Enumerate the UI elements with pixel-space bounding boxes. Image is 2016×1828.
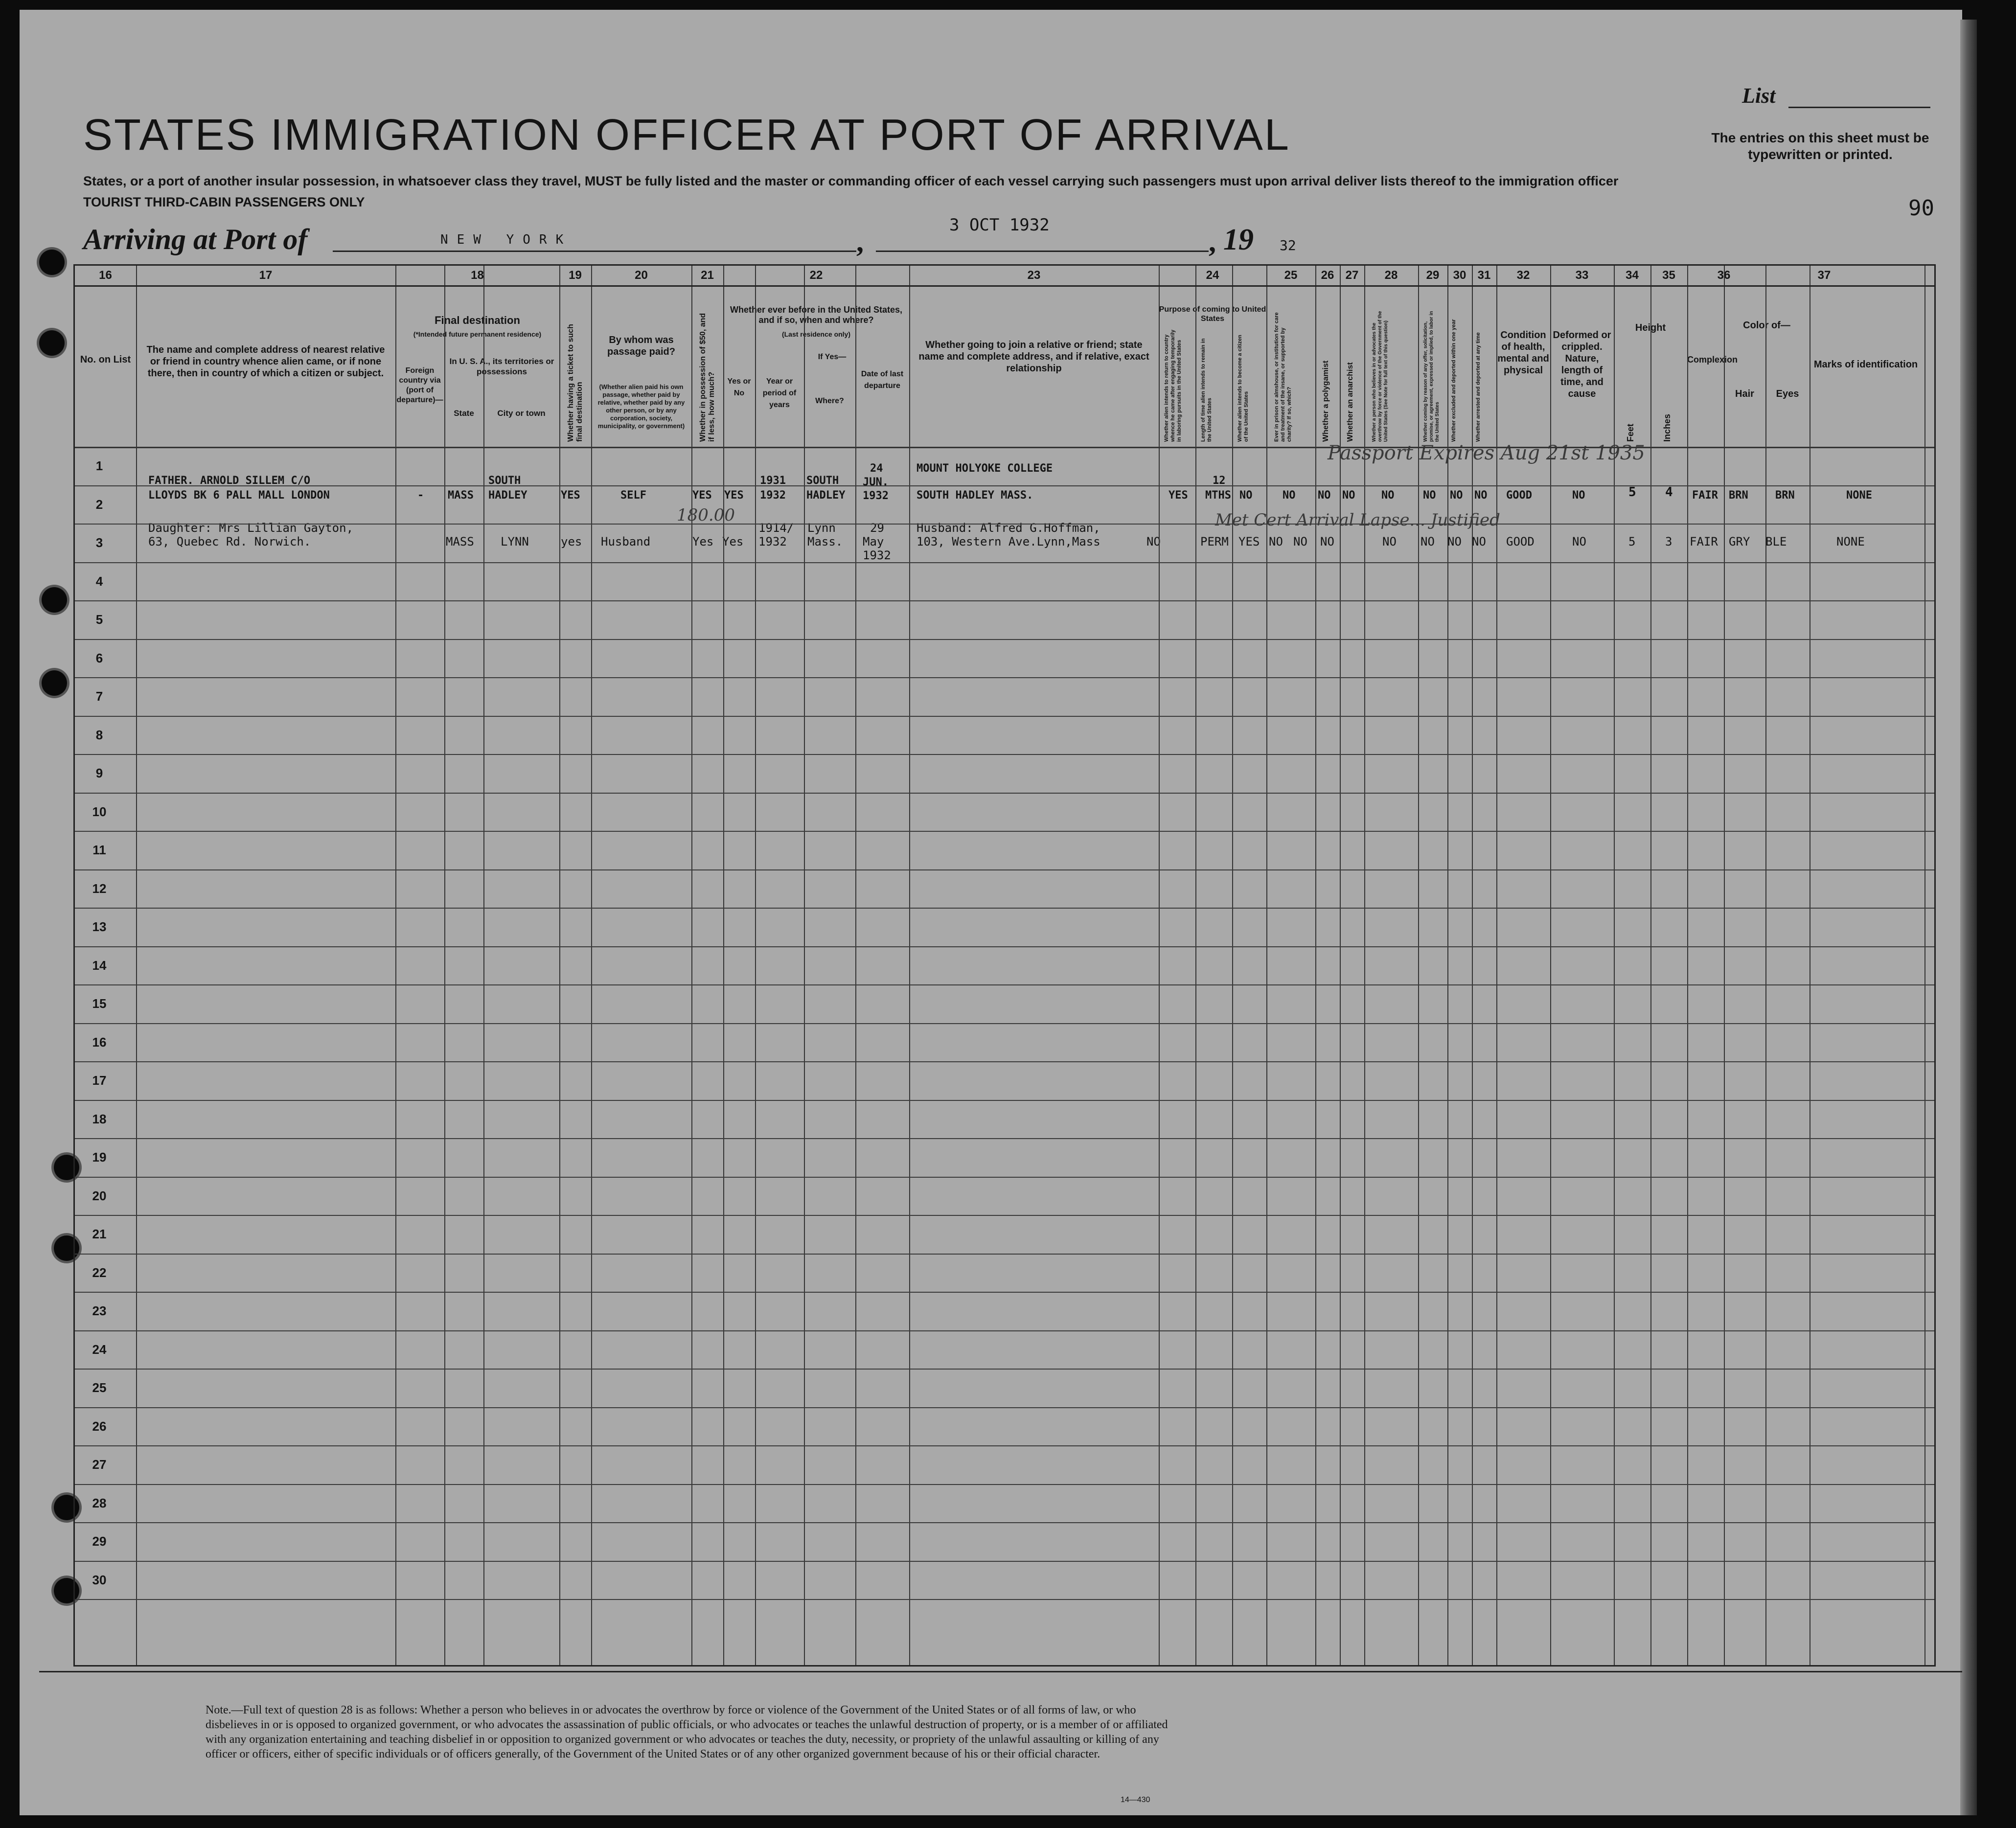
row2-anarchist: NO [1320,535,1334,548]
row2-join-2: 103, Western Ave.Lynn,Mass [916,535,1100,548]
column-rule [1195,266,1196,1665]
col-number: 28 [1384,269,1398,282]
row-rule [75,869,1934,870]
comma-2: , [1209,226,1216,258]
row-rule [75,677,1934,678]
header-foreign-country: Foreign country via (port of departure)— [396,366,443,404]
column-rule [1418,266,1419,1665]
row-number: 14 [92,958,107,973]
page-title: STATES IMMIGRATION OFFICER AT PORT OF ARRIVAL [83,111,1290,160]
header-rule [75,285,1934,287]
col-number: 21 [701,269,714,282]
row1-city: SOUTH [488,475,521,487]
header-city: City or town [497,409,546,418]
row1-citizen: NO [1239,489,1253,502]
header-in-usa: In U. S. A., its territories or possessions [449,357,554,376]
row2-prison: NO [1269,535,1283,548]
header-marks: Marks of identification [1813,359,1918,370]
punch-hole [39,250,65,275]
row-number: 16 [92,1034,107,1050]
row2-where: Lynn [807,521,836,535]
row1-polygamist: NO [1318,489,1331,502]
row1-health: GOOD [1506,489,1532,502]
header-complexion: Complexion [1687,355,1738,365]
header-where: Where? [815,397,844,405]
row-rule [75,716,1934,717]
row-rule [75,1100,1934,1101]
row-rule [75,1330,1934,1331]
grid-bottom-edge [39,1671,1962,1672]
year-prefix: 19 [1223,223,1254,256]
header-prison: Ever in prison or almshouse, or institution for care and treatment of the insane, or supported by charity? If so, which? [1274,312,1292,442]
row-number: 28 [92,1495,107,1510]
header-inches: Inches [1662,413,1672,442]
row1-arrested: NO [1474,489,1488,502]
row1-prison: NO [1283,489,1296,502]
row-number: 4 [95,573,103,589]
row-rule [75,1177,1934,1178]
row-rule [75,984,1934,985]
column-rule [1232,266,1233,1665]
column-rule [1472,266,1473,1665]
row2-paid-by: Husband [601,535,651,548]
column-rule [855,266,856,1665]
manifest-table [73,264,1936,1667]
header-purpose-length: Length of time alien intends to remain in the United States [1200,338,1213,442]
row1-feet: 5 [1628,485,1636,500]
column-rule [1724,266,1725,1665]
port-line [333,251,856,252]
header-overthrow: Whether a person who believes in or advocates the overthrow by force or violence of the Government of the United States (See Note for full text of this question) [1372,311,1389,442]
col-number: 29 [1426,269,1440,282]
column-rule [1447,266,1448,1665]
row2-where-2: Mass. [807,535,843,548]
row2-handwritten-annotation: Met Cert Arrival Lapse... Justified [1215,510,1500,530]
col-number: 31 [1477,269,1491,282]
row1-join: MOUNT HOLYOKE COLLEGE [916,462,1053,475]
row-number: 13 [92,919,107,934]
row-number: 1 [95,458,103,473]
column-rule [136,266,137,1665]
col-number: 18 [471,269,484,282]
column-rule [395,266,396,1665]
header-no-on-list: No. on List [80,354,131,365]
row1-eyes: BRN [1775,489,1795,502]
port-value: NEW YORK [440,232,573,247]
row-number: 10 [92,804,107,819]
header-deformed: Deformed or crippled. Nature, length of time, and cause [1553,330,1611,399]
passenger-class: TOURIST THIRD-CABIN PASSENGERS ONLY [83,195,365,209]
row-rule [75,1215,1934,1216]
header-if-yes: If Yes— [818,353,847,361]
column-rule [1550,266,1551,1665]
row2-marks: NONE [1836,535,1865,548]
header-purpose-citizen: Whether alien intends to become a citizen of the United States [1237,335,1249,442]
row1-handwritten-passport: Passport Expires Aug 21st 1935 [1328,442,1645,464]
comma-1: , [856,226,864,258]
row2-date-3: 1932 [863,548,891,562]
col-number: 33 [1575,269,1589,282]
row1-city-2: HADLEY [488,489,527,502]
list-label: List [1742,84,1776,108]
row-number: 2 [95,497,103,512]
column-rule [1315,266,1316,1665]
row1-length: 12 [1213,475,1226,487]
row-number: 24 [92,1342,107,1357]
row1-hair: BRN [1729,489,1748,502]
row-rule [75,1407,1934,1408]
row-number: 19 [92,1150,107,1165]
row2-state: MASS [446,535,474,548]
header-labor-offer: Whether coming by reason of any offer, solicitation, promise, or agreement, expressed or implied, to labor in the United States [1423,311,1440,442]
row-number: 11 [92,843,106,857]
row1-date-3: 1932 [863,490,889,502]
row1-overthrow: NO [1381,489,1395,502]
punch-hole [42,670,67,696]
row2-join: Husband: Alfred G.Hoffman, [916,521,1100,535]
col-number: 24 [1206,269,1219,282]
row-number: 18 [92,1111,107,1126]
column-rule [804,266,805,1665]
row2-ticket: yes [561,535,582,548]
column-rule [559,266,560,1665]
row-rule [75,1254,1934,1255]
col-number: 26 [1321,269,1334,282]
row1-complexion: FAIR [1692,489,1718,502]
col-number: 37 [1817,269,1831,282]
row1-date: 24 [870,462,883,475]
row1-ticket: YES [561,489,580,502]
col-number: 30 [1453,269,1466,282]
header-ever-before-sub: (Last residence only) [781,330,851,338]
row2-feet: 5 [1628,535,1636,548]
col-number: 16 [99,269,112,282]
row-number: 15 [92,996,107,1011]
row1-return: YES [1168,489,1188,502]
header-relative: The name and complete address of nearest relative or friend in country whence alien came, or if none there, then in country of which a citizen or subject. [146,344,385,379]
row-number: 5 [95,612,103,627]
row-rule [75,639,1934,640]
row-number: 29 [92,1534,107,1549]
row1-where: SOUTH [806,475,839,487]
column-rule [1364,266,1365,1665]
header-fifty-dollars: Whether in possession of $50, and if less, how much? [699,313,716,442]
row2-excluded: NO [1447,535,1462,548]
form-number: 14—430 [1121,1796,1150,1804]
row2-deformed: NO [1572,535,1586,548]
row-rule [75,1061,1934,1062]
row-rule [75,908,1934,909]
row-rule [75,793,1934,794]
row-number: 27 [92,1457,107,1472]
row-rule [75,1023,1934,1024]
header-state: State [454,409,474,418]
row-number: 9 [95,766,103,780]
header-excluded: Whether excluded and deported within one year [1451,319,1457,442]
header-hair: Hair [1735,388,1754,399]
header-years: Year or period of years [762,377,797,409]
row-number: 25 [92,1380,107,1395]
row2-arrested: NO [1472,535,1486,548]
row-rule [75,831,1934,832]
row-rule [75,447,1934,448]
row2-city: LYNN [501,535,529,548]
row1-foreign-via: - [417,489,424,502]
row-number: 12 [92,881,107,896]
footnote-question-28: Note.—Full text of question 28 is as follows: Whether a person who believes in or advocates the overthrow by force or violence of the Government of the United States or of all forms of law, or who disbelieves in or is opposed to organized government, or who advocates the assassination of public officials, or who advocates or teaches the unlawful destruction of property, or is a member of or affiliated with any organization entertaining and teaching disbelief in or opposition to organized government or who advocates or teaches the duty, necessity, or propriety of the unlawful assaulting or killing of any officer or officers, either of specific individuals or of officers generally, of the Government of the United States or of any other organized government because of his or their official character. [206,1704,1168,1760]
header-purpose: Purpose of coming to United States [1159,305,1266,323]
column-rule [1266,266,1267,1665]
row-rule [75,946,1934,947]
row-rule [75,562,1934,563]
row1-deformed: NO [1572,489,1585,502]
header-final-destination: Final destination [435,314,520,326]
column-rule [1340,266,1341,1665]
header-height: Height [1635,322,1666,333]
row2-overthrow: NO [1382,535,1397,548]
typewritten-notice: The entries on this sheet must be typewritten or printed. [1711,130,1929,162]
row-number: 26 [92,1418,107,1434]
col-number: 19 [569,269,582,282]
row-number: 7 [95,689,103,704]
row2-fifty: Yes [692,535,714,548]
row-rule [75,1369,1934,1370]
row2-years-2: 1932 [758,535,787,548]
row1-state: MASS [448,489,474,502]
col-number: 22 [809,269,823,282]
punch-hole [42,587,67,613]
row2-length: PERM [1200,535,1229,548]
row1-fifty: YES [692,489,712,502]
row1-marks: NONE [1846,489,1872,502]
row2-before: Yes [722,535,744,548]
column-rule [909,266,910,1665]
row-number: 30 [92,1572,107,1587]
row2-handwritten-money: 180.00 [677,505,735,525]
header-health: Condition of health, mental and physical [1497,330,1549,376]
instructions-text: States, or a port of another insular possession, in whatsoever class they travel, MUST be fully listed and the master or commanding officer of each vessel carrying such passengers must upon arrival deliver lists thereof to the immigration officer [83,174,1619,188]
header-polygamist: Whether a polygamist [1322,360,1330,442]
row-rule [75,485,1934,486]
row1-where-2: HADLEY [806,489,846,502]
row-number: 23 [92,1303,107,1318]
header-passage-paid-sub: (Whether alien paid his own passage, whether paid by relative, whether paid by any other person, or by any corporation, society, municipality, or government) [597,383,685,430]
row1-before: YES [724,489,744,502]
header-ever-before: Whether ever before in the United States, and if so, when and where? [730,305,903,325]
row2-relative: Daughter: Mrs Lillian Gayton, [148,521,354,535]
header-passage-paid: By whom was passage paid? [607,335,675,357]
header-ticket: Whether having a ticket to such final destination [567,324,584,442]
column-rule [1924,266,1925,1665]
row-number: 6 [95,650,103,665]
row2-eyes: BLE [1765,535,1787,548]
row-rule [75,1561,1934,1562]
row-rule [75,754,1934,755]
row-rule [75,1484,1934,1485]
arriving-label: Arriving at Port of [83,223,308,255]
column-rule [1650,266,1651,1665]
row1-paid-by: SELF [620,489,646,502]
arrival-date: 3 OCT 1932 [949,215,1050,235]
col-number: 23 [1027,269,1041,282]
column-rule [755,266,756,1665]
row1-labor: NO [1423,489,1436,502]
column-rule [1614,266,1615,1665]
row1-date-2: JUN. [863,476,889,488]
row-number: 17 [92,1073,107,1088]
header-anarchist: Whether an anarchist [1346,362,1354,442]
column-rule [483,266,484,1665]
column-rule [1496,266,1497,1665]
row2-years: 1914/ [758,521,794,535]
col-number: 17 [259,269,273,282]
header-last-departure: Date of last departure [861,370,904,390]
header-yes-no: Yes or No [727,377,751,397]
row1-excluded: NO [1450,489,1463,502]
page-edge [1960,20,1977,1815]
row-rule [75,1292,1934,1293]
column-rule [1159,266,1160,1665]
column-rule [444,266,445,1665]
row2-health: GOOD [1506,535,1535,548]
sheet-number: 90 [1908,196,1934,221]
row-rule [75,1522,1934,1523]
row1-years: 1931 [760,475,786,487]
col-number: 36 [1717,269,1731,282]
row1-anarchist: NO [1342,489,1355,502]
col-number: 34 [1626,269,1639,282]
header-join-relative: Whether going to join a relative or friend; state name and complete address, and if relative, exact relationship [918,340,1149,374]
row-number: 8 [95,727,103,742]
row2-inches: 3 [1665,535,1672,548]
date-line [876,251,1209,252]
header-eyes: Eyes [1776,388,1799,399]
header-feet: Feet [1626,423,1635,442]
row-rule [75,1599,1934,1600]
punch-hole [39,330,65,356]
row2-return: NO [1146,535,1161,548]
row2-polygamist: NO [1293,535,1307,548]
header-purpose-return: Whether alien intends to return to country whence he came after engaging temporarily in laboring pursuits in the United States [1164,329,1182,442]
row-rule [75,524,1934,525]
row1-inches: 4 [1665,485,1673,500]
column-rule [1687,266,1688,1665]
column-rule [691,266,692,1665]
col-number: 32 [1516,269,1530,282]
col-number: 27 [1345,269,1359,282]
col-number: 35 [1662,269,1675,282]
row1-length-2: MTHS [1205,489,1231,502]
col-number: 25 [1284,269,1298,282]
row1-join-2: SOUTH HADLEY MASS. [916,489,1033,502]
col-number: 20 [635,269,648,282]
row1-relative-address: LLOYDS BK 6 PALL MALL LONDON [148,489,330,502]
row-number: 21 [92,1227,107,1241]
row2-labor: NO [1420,535,1435,548]
row-rule [75,1138,1934,1139]
row2-hair: GRY [1729,535,1750,548]
list-number-line [1788,107,1930,108]
row-rule [75,1445,1934,1446]
row-number: 22 [92,1265,107,1280]
row2-citizen: YES [1238,535,1260,548]
row2-date: 29 [870,521,884,535]
column-rule [1765,266,1766,1665]
header-final-destination-sub: (*Intended future permanent residence) [413,330,542,338]
row-number: 3 [95,535,103,550]
row1-relative: FATHER. ARNOLD SILLEM C/O [148,475,311,487]
row-rule [75,600,1934,601]
row-number: 20 [92,1188,107,1203]
row2-complexion: FAIR [1690,535,1718,548]
row2-date-2: May [863,535,884,548]
header-color: Color of— [1743,320,1790,331]
header-arrested: Whether arrested and deported at any time [1475,332,1481,442]
column-rule [591,266,592,1665]
row1-years-2: 1932 [760,489,786,502]
column-rule [723,266,724,1665]
row2-relative-address: 63, Quebec Rd. Norwich. [148,535,311,548]
year-suffix: 32 [1280,237,1296,253]
